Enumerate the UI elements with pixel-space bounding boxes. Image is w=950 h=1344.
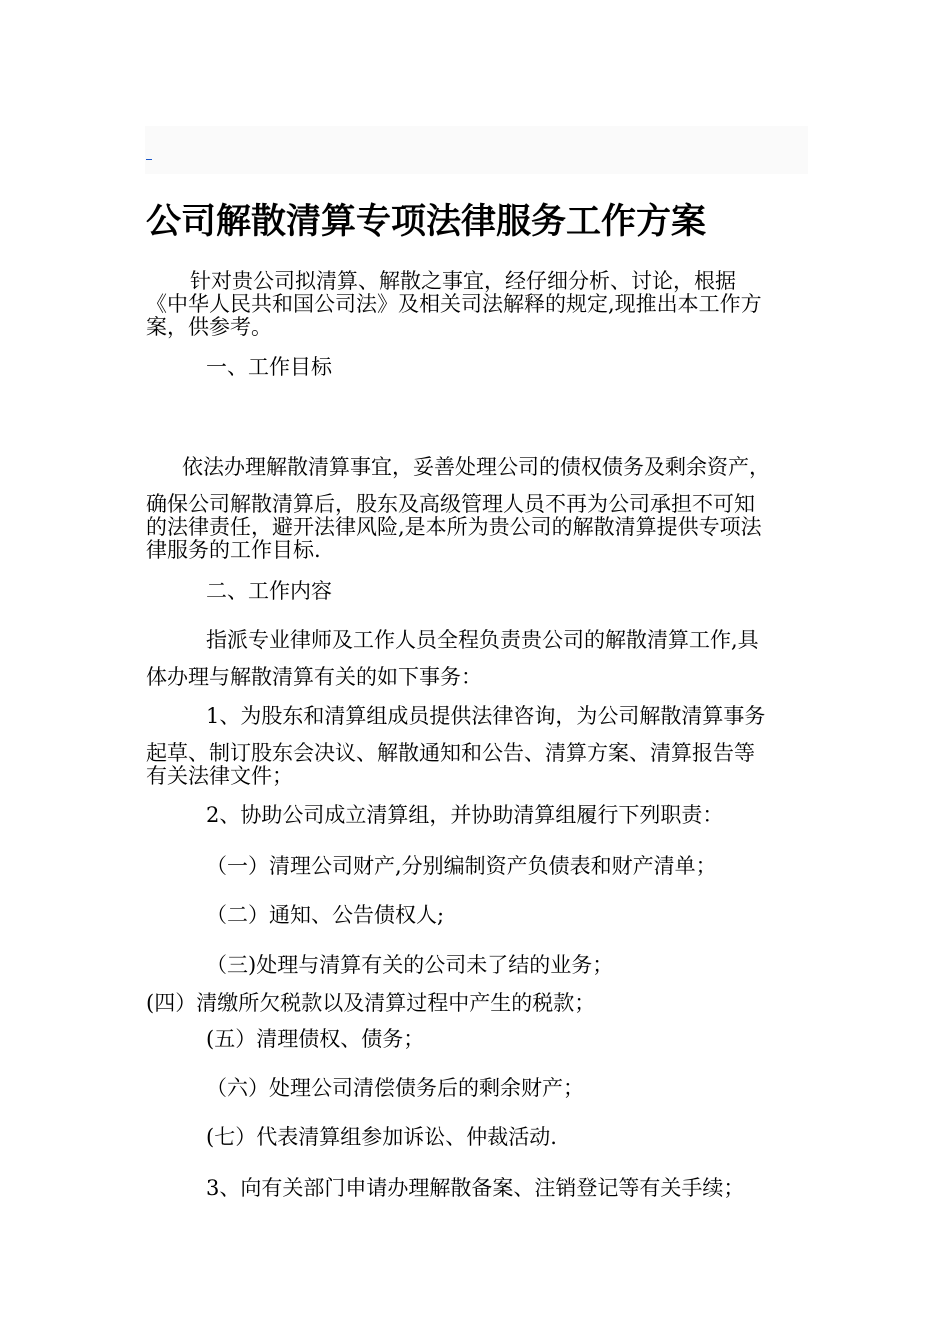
header-bar — [145, 126, 808, 174]
item-3: 3、向有关部门申请办理解散备案、注销登记等有关手续； — [206, 1176, 745, 1200]
section-heading-goals: 一、工作目标 — [206, 355, 332, 379]
item-1-line-2: 起草、制订股东会决议、解散通知和公告、清算方案、清算报告等 — [146, 741, 755, 765]
goal-line-3: 的法律责任，避开法律风险,是本所为贵公司的解散清算提供专项法 — [146, 515, 762, 539]
content-intro-line-1: 指派专业律师及工作人员全程负责贵公司的解散清算工作,具 — [206, 628, 759, 652]
sub-item-7: (七）代表清算组参加诉讼、仲裁活动. — [206, 1125, 557, 1149]
intro-line-3: 案，供参考。 — [146, 315, 272, 339]
goal-paragraph — [146, 456, 770, 562]
intro-paragraph — [146, 270, 762, 339]
item-2: 2、协助公司成立清算组，并协助清算组履行下列职责： — [206, 803, 724, 827]
section-heading-content: 二、工作内容 — [206, 579, 332, 603]
document-title: 公司解散清算专项法律服务工作方案 — [146, 202, 707, 242]
item-1-paragraph — [146, 705, 765, 788]
sub-item-6: （六）处理公司清偿债务后的剩余财产； — [206, 1076, 584, 1100]
sub-item-1: （一）清理公司财产,分别编制资产负债表和财产清单； — [206, 854, 717, 878]
content-intro-paragraph — [146, 629, 759, 689]
sub-item-4: (四）清缴所欠税款以及清算过程中产生的税款； — [146, 991, 596, 1015]
sub-item-3: （三)处理与清算有关的公司未了结的业务； — [206, 953, 614, 977]
header-link[interactable] — [146, 149, 152, 160]
goal-line-2: 确保公司解散清算后，股东及高级管理人员不再为公司承担不可知 — [146, 492, 755, 516]
goal-line-1: 依法办理解散清算事宜，妥善处理公司的债权债务及剩余资产， — [182, 455, 770, 479]
sub-item-2: （二）通知、公告债权人; — [206, 903, 445, 927]
intro-line-2: 《中华人民共和国公司法》及相关司法解释的规定,现推出本工作方 — [146, 292, 762, 316]
item-1-line-3: 有关法律文件； — [146, 764, 293, 788]
goal-line-4: 律服务的工作目标. — [146, 538, 321, 562]
content-intro-line-2: 体办理与解散清算有关的如下事务： — [146, 665, 482, 689]
intro-line-1: 针对贵公司拟清算、解散之事宜，经仔细分析、讨论，根据 — [190, 269, 736, 293]
sub-item-5: (五）清理债权、债务； — [206, 1027, 425, 1051]
item-1-line-1: 1、为股东和清算组成员提供法律咨询，为公司解散清算事务 — [206, 704, 766, 728]
